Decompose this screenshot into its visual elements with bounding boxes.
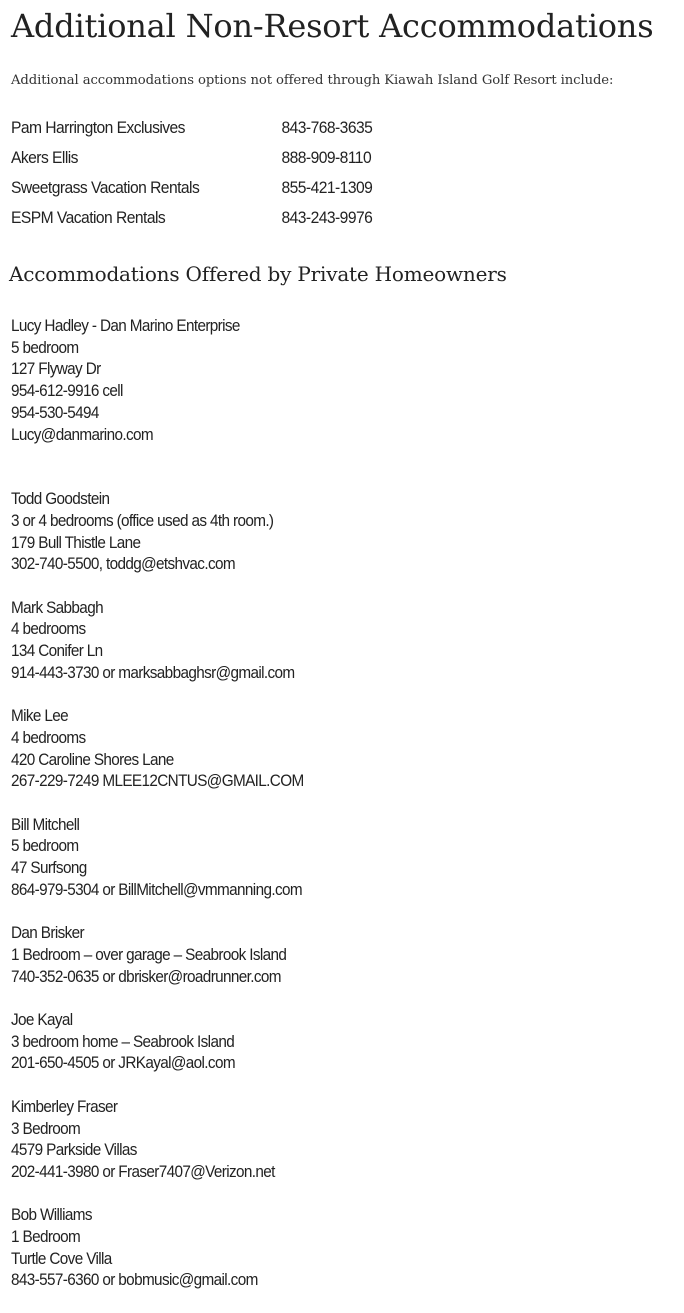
homeowner-detail-line: 420 Caroline Shores Lane (11, 749, 174, 769)
homeowner-detail-line: 914-443-3730 or marksabbaghsr@gmail.com (11, 662, 295, 682)
homeowner-detail-line: 843-557-6360 or bobmusic@gmail.com (11, 1270, 258, 1290)
homeowner-detail-line: Turtle Cove Villa (11, 1248, 112, 1268)
rental-company-name: Pam Harrington Exclusives (11, 118, 185, 137)
homeowner-detail-line: 3 Bedroom (11, 1118, 81, 1138)
homeowner-name: Joe Kayal (11, 1010, 73, 1030)
intro-text: Additional accommodations options not offered through Kiawah Island Golf Resort include: (11, 73, 614, 88)
rental-company-phone: 888-909-8110 (281, 148, 372, 167)
homeowner-entry (11, 488, 605, 575)
page-title: Additional Non-Resort Accommodations (11, 7, 654, 45)
rental-company-phone: 855-421-1309 (281, 178, 373, 197)
homeowner-name: Kimberley Fraser (11, 1096, 118, 1116)
homeowner-detail-line: 5 bedroom (11, 836, 79, 856)
homeowner-name: Bill Mitchell (11, 814, 80, 834)
homeowner-detail-line: 3 bedroom home – Seabrook Island (11, 1031, 235, 1051)
homeowner-name: Bob Williams (11, 1205, 92, 1225)
rental-company-phone: 843-768-3635 (281, 118, 373, 137)
homeowner-entry (11, 814, 605, 901)
homeowner-name: Mike Lee (11, 706, 69, 726)
homeowner-detail-line: 127 Flyway Dr (11, 359, 101, 379)
homeowner-detail-line: 3 or 4 bedrooms (office used as 4th room.) (11, 510, 274, 530)
homeowner-detail-line: 179 Bull Thistle Lane (11, 532, 141, 552)
homeowner-entry (11, 705, 605, 792)
homeowner-detail-line: 954-612-9916 cell (11, 381, 123, 401)
homeowner-entry (11, 1204, 605, 1291)
homeowner-detail-line: 134 Conifer Ln (11, 641, 103, 661)
homeowners-section-title: Accommodations Offered by Private Homeowners (9, 262, 507, 286)
homeowner-detail-line: 302-740-5500, toddg@etshvac.com (11, 554, 235, 574)
homeowner-detail-line: 954-530-5494 (11, 402, 99, 422)
homeowner-detail-line: 1 Bedroom – over garage – Seabrook Island (11, 944, 287, 964)
rental-company-list (11, 113, 611, 233)
rental-company-phone: 843-243-9976 (281, 208, 373, 227)
homeowner-detail-line: 5 bedroom (11, 337, 79, 357)
rental-company-row (11, 143, 563, 173)
homeowner-list (11, 315, 671, 1313)
homeowner-detail-line: 267-229-7249 MLEE12CNTUS@GMAIL.COM (11, 771, 304, 791)
homeowner-detail-line: Lucy@danmarino.com (11, 424, 153, 444)
homeowner-detail-line: 4 bedrooms (11, 619, 86, 639)
homeowner-detail-line: 4579 Parkside Villas (11, 1140, 137, 1160)
rental-company-row (11, 173, 563, 203)
homeowner-entry (11, 922, 605, 987)
homeowner-entry (11, 597, 605, 684)
homeowner-detail-line: 4 bedrooms (11, 727, 86, 747)
homeowner-detail-line: 47 Surfsong (11, 858, 87, 878)
rental-company-name: Akers Ellis (11, 148, 78, 167)
rental-company-row (11, 203, 563, 233)
homeowner-name: Dan Brisker (11, 923, 84, 943)
rental-company-name: Sweetgrass Vacation Rentals (11, 178, 200, 197)
homeowner-name: Mark Sabbagh (11, 597, 103, 617)
homeowner-detail-line: 1 Bedroom (11, 1227, 81, 1247)
homeowner-detail-line: 864-979-5304 or BillMitchell@vmmanning.com (11, 879, 302, 899)
rental-company-name: ESPM Vacation Rentals (11, 208, 166, 227)
homeowner-name: Lucy Hadley - Dan Marino Enterprise (11, 316, 240, 335)
homeowner-entry (11, 1096, 605, 1183)
homeowner-detail-line: 201-650-4505 or JRKayal@aol.com (11, 1053, 235, 1073)
homeowner-entry (11, 1009, 605, 1074)
homeowner-entry (11, 315, 605, 445)
homeowner-detail-line: 202-441-3980 or Fraser7407@Verizon.net (11, 1161, 275, 1181)
homeowner-detail-line: 740-352-0635 or dbrisker@roadrunner.com (11, 966, 281, 986)
rental-company-row (11, 113, 563, 143)
homeowner-name: Todd Goodstein (11, 489, 110, 509)
